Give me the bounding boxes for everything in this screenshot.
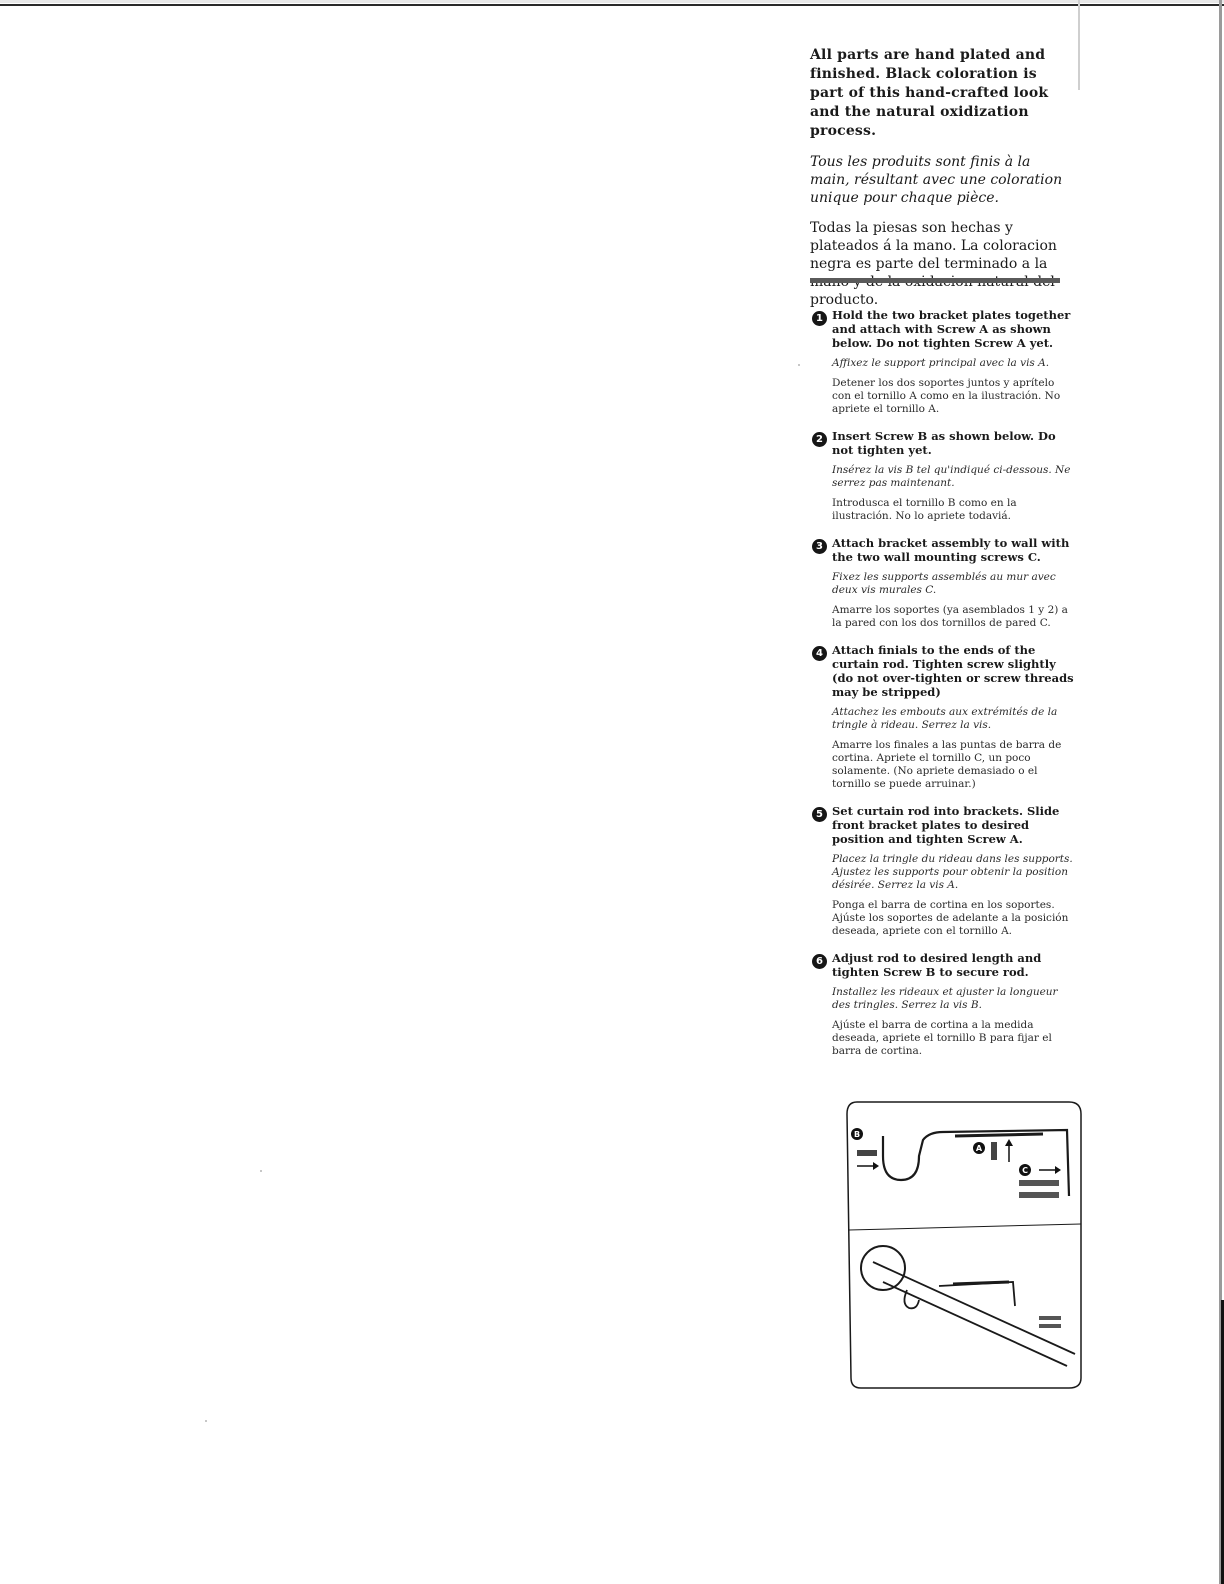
screw-a-icon bbox=[991, 1142, 997, 1160]
screw-c-callout bbox=[1019, 1164, 1061, 1198]
label-a: A bbox=[975, 1144, 983, 1153]
section-divider bbox=[810, 278, 1060, 283]
step-french: Attachez les embouts aux extrémités de la tringle à rideau. Serrez la vis. bbox=[832, 706, 1058, 731]
bracket-top-view bbox=[883, 1130, 1069, 1196]
step-french: Affixez le support principal avec la vis A. bbox=[832, 357, 1050, 369]
scan-speck bbox=[798, 364, 800, 366]
page-top-rule bbox=[0, 4, 1224, 6]
page-fold-shadow bbox=[1078, 0, 1080, 90]
rod-installed-view bbox=[861, 1246, 1075, 1366]
screw-a-callout bbox=[973, 1139, 1013, 1162]
step-number-3: 3 bbox=[812, 539, 827, 554]
wall-screw-icon bbox=[1019, 1180, 1059, 1186]
step-6 bbox=[812, 951, 1074, 1058]
step-2 bbox=[812, 429, 1074, 523]
intro-spanish: Todas la piesas son hechas y plateados á la mano. La coloracion negra es parte del terminado a la producto. bbox=[810, 220, 1057, 308]
wall-screw-icon bbox=[1039, 1324, 1061, 1328]
step-spanish: Amarre los soportes (ya asemblados 1 y 2) a la pared con los dos tornillos de pared C. bbox=[832, 604, 1068, 629]
bracket-outline bbox=[883, 1130, 1069, 1196]
scan-speck bbox=[260, 1170, 262, 1172]
step-english: Hold the two bracket plates together and attach with Screw A as shown below. Do not tighten Screw A yet. bbox=[832, 308, 1071, 350]
screw-b-icon bbox=[857, 1150, 877, 1156]
step-spanish: Detener los dos soportes juntos y aprítelo con el tornillo A como en la ilustración. No apriete el tornillo A. bbox=[832, 377, 1061, 415]
step-spanish: Introdusca el tornillo B como en la ilustración. No lo apriete todaviá. bbox=[832, 497, 1017, 522]
step-english: Attach bracket assembly to wall with the two wall mounting screws C. bbox=[832, 536, 1070, 564]
step-5 bbox=[812, 804, 1074, 938]
step-number-2: 2 bbox=[812, 432, 827, 447]
step-4 bbox=[812, 643, 1074, 791]
scan-speck bbox=[205, 1420, 207, 1422]
step-french: Installez les rideaux et ajuster la longueur des tringles. Serrez la vis B. bbox=[832, 986, 1058, 1011]
screw-b-callout bbox=[851, 1128, 879, 1170]
step-spanish: Ajúste el barra de cortina a la medida deseada, apriete el tornillo B para fijar el barra de cortina. bbox=[832, 1019, 1052, 1057]
step-french: Insérez la vis B tel qu'indiqué ci-dessous. Ne serrez pas maintenant. bbox=[832, 464, 1071, 489]
step-number-1: 1 bbox=[812, 311, 827, 326]
intro-block bbox=[810, 46, 1072, 309]
instruction-steps bbox=[812, 308, 1074, 1071]
step-spanish: Ponga el barra de cortina en los soportes. Ajúste los soportes de adelante a la posición deseada, apriete con el tornillo A. bbox=[832, 899, 1069, 937]
assembly-diagram bbox=[843, 1096, 1085, 1392]
bracket-plate bbox=[955, 1134, 1043, 1136]
step-english: Set curtain rod into brackets. Slide front bracket plates to desired position and tighten Screw A. bbox=[832, 804, 1060, 846]
step-english: Attach finials to the ends of the curtain rod. Tighten screw slightly (do not over-tighten or screw threads may be stripped) bbox=[832, 643, 1074, 699]
step-french: Fixez les supports assemblés au mur avec deux vis murales C. bbox=[832, 571, 1056, 596]
diagram-divider bbox=[849, 1224, 1081, 1230]
scan-edge-top bbox=[0, 0, 1224, 3]
step-spanish: Amarre los finales a las puntas de barra de cortina. Apriete el tornillo C, un poco solamente. (No apriete demasiado o el tornillo se puede arruinar.) bbox=[832, 739, 1062, 790]
bracket-hook bbox=[904, 1290, 919, 1308]
step-number-4: 4 bbox=[812, 646, 827, 661]
wall-screw-icon bbox=[1039, 1316, 1061, 1320]
label-c: C bbox=[1022, 1166, 1028, 1175]
step-english: Insert Screw B as shown below. Do not tighten yet. bbox=[832, 429, 1056, 457]
step-3 bbox=[812, 536, 1074, 630]
step-number-5: 5 bbox=[812, 807, 827, 822]
step-french: Placez la tringle du rideau dans les supports. Ajustez les supports pour obtenir la position désirée. Serrez la vis A. bbox=[832, 853, 1073, 891]
intro-french: Tous les produits sont finis à la main, résultant avec une coloration unique pour chaque pièce. bbox=[810, 154, 1063, 206]
bracket-side bbox=[939, 1282, 1015, 1306]
curtain-rod-top bbox=[873, 1262, 1075, 1354]
intro-english: All parts are hand plated and finished. Black coloration is part of this hand-crafted look and the natural oxidization process. bbox=[810, 47, 1049, 139]
finial-icon bbox=[861, 1246, 905, 1290]
step-number-6: 6 bbox=[812, 954, 827, 969]
label-b: B bbox=[853, 1130, 861, 1139]
step-1 bbox=[812, 308, 1074, 416]
step-english: Adjust rod to desired length and tighten Screw B to secure rod. bbox=[832, 951, 1042, 979]
wall-screw-icon bbox=[1019, 1192, 1059, 1198]
